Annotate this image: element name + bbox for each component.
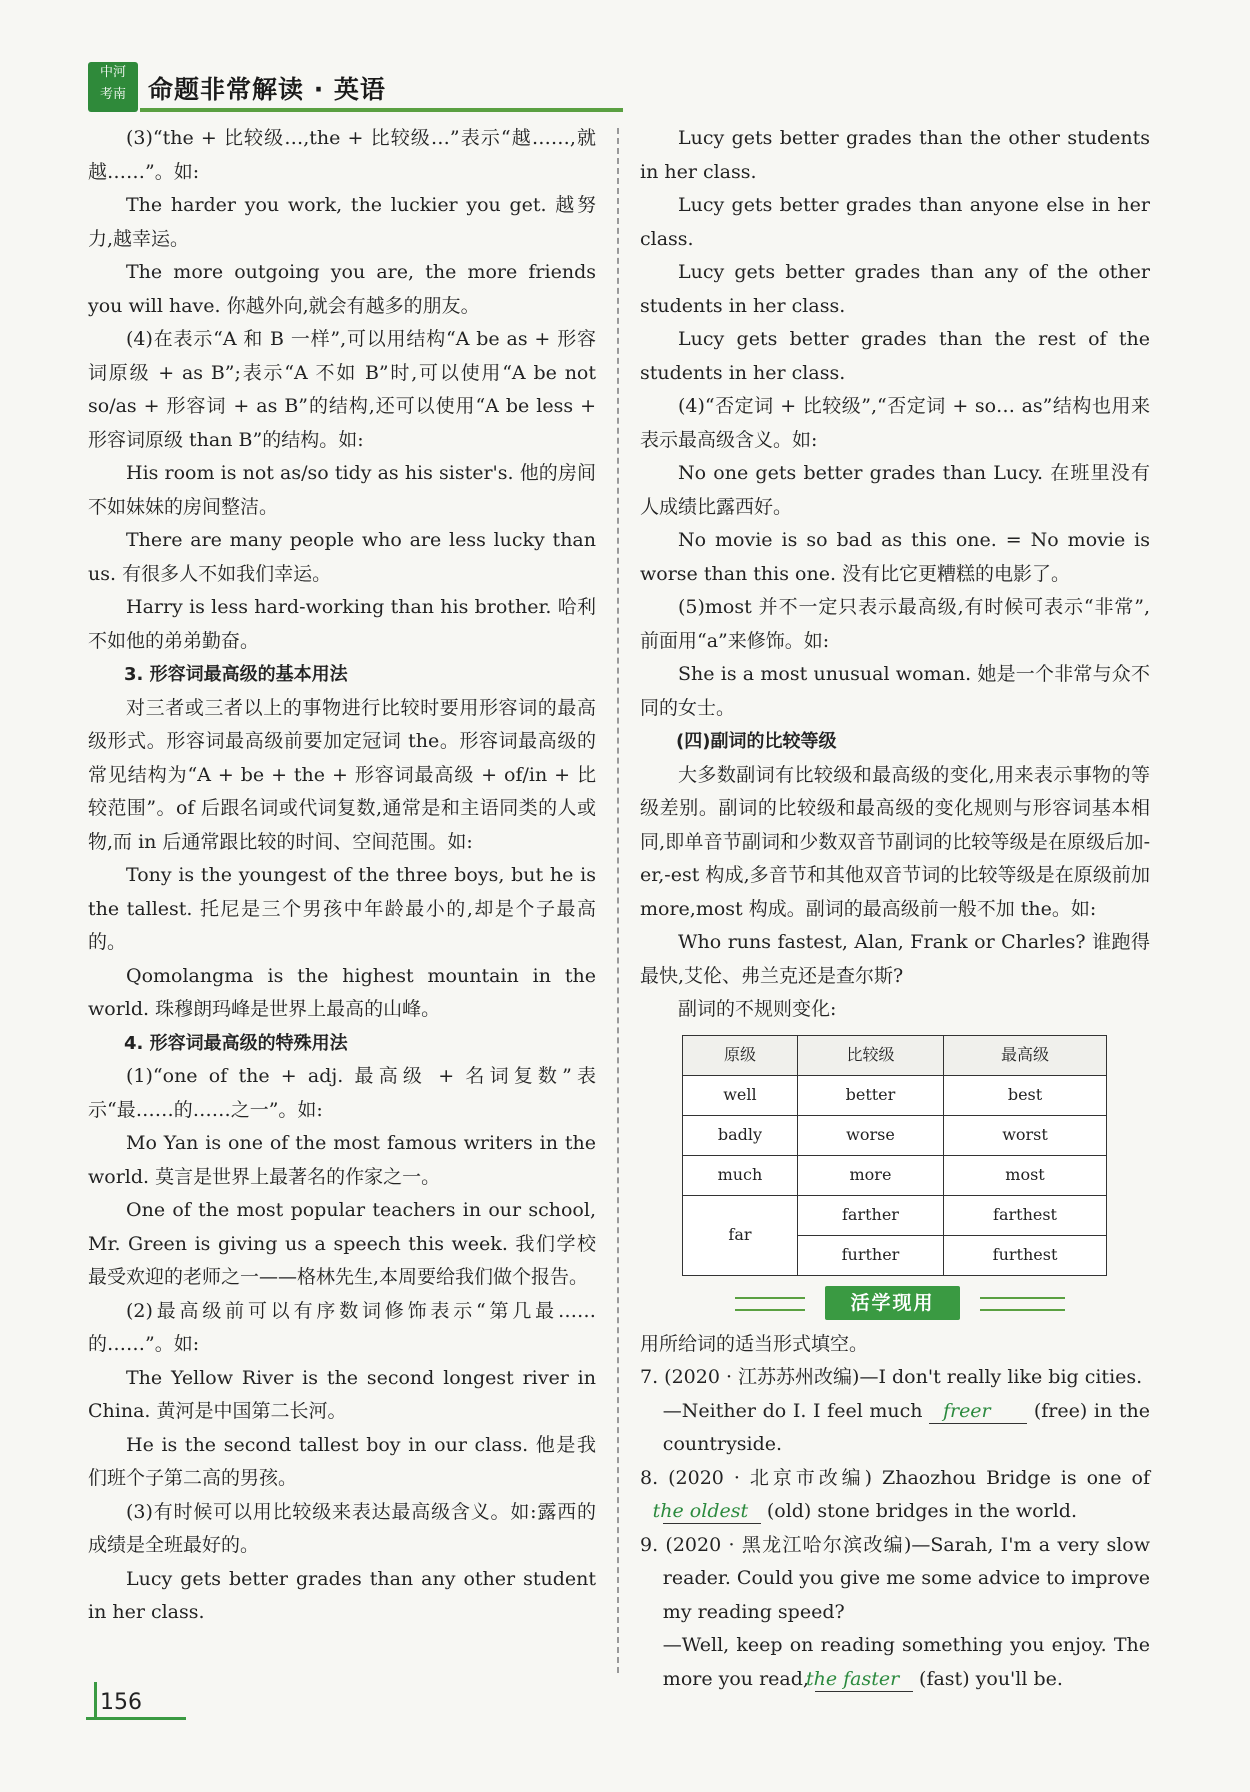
example: Lucy gets better grades than anyone else in her class. bbox=[640, 194, 1150, 250]
paragraph: (2)最高级前可以有序数词修饰表示“第几最……的……”。如: bbox=[88, 1299, 596, 1355]
table-cell: farthest bbox=[944, 1195, 1107, 1235]
table-cell: much bbox=[683, 1155, 798, 1195]
table-row bbox=[683, 1195, 1107, 1235]
example: Mo Yan is one of the most famous writers in the world. 莫言是世界上最著名的作家之一。 bbox=[88, 1132, 596, 1188]
question-text: 8. (2020 · 北京市改编) Zhaozhou Bridge is one of bbox=[640, 1466, 1150, 1489]
question-text: 7. (2020 · 江苏苏州改编)—I don't really like big cities. bbox=[640, 1366, 1143, 1388]
paragraph: (5)most 并不一定只表示最高级,有时候可表示“非常”,前面用“a”来修饰。如: bbox=[640, 596, 1150, 652]
header-cell: 原级 bbox=[683, 1035, 798, 1075]
logo-line-1: 中河 bbox=[99, 65, 126, 80]
irregular-adverbs-table bbox=[682, 1035, 1107, 1276]
example: She is a most unusual woman. 她是一个非常与众不同的女士。 bbox=[640, 663, 1150, 719]
example: His room is not as/so tidy as his sister's. 他的房间不如妹妹的房间整洁。 bbox=[88, 462, 596, 518]
paragraph: (4)在表示“A 和 B 一样”,可以用结构“A be as + 形容词原级 + as B”;表示“A 不如 B”时,可以使用“A be not so/as + 形容词 + as B”的结构,还可以使用“A be less + 形容词原级 than B”的结构。如: bbox=[88, 328, 596, 451]
question-7 bbox=[640, 1361, 1150, 1462]
question-text: —Well, keep on reading something you enjoy. The more you read, bbox=[662, 1634, 1150, 1690]
answer-blank: freer bbox=[929, 1399, 1027, 1424]
paragraph: (4)“否定词 + 比较级”,“否定词 + so… as”结构也用来表示最高级含义。如: bbox=[640, 395, 1150, 451]
page-header bbox=[88, 62, 623, 114]
question-text: (free) in the countryside. bbox=[662, 1399, 1151, 1455]
example: One of the most popular teachers in our school, Mr. Green is giving us a speech this week. 我们学校最受欢迎的老师之一——格林先生,本周要给我们做个报告。 bbox=[88, 1199, 596, 1288]
header-cell: 最高级 bbox=[944, 1035, 1107, 1075]
table-cell: more bbox=[797, 1155, 943, 1195]
series-logo bbox=[88, 62, 138, 112]
answer-blank: the faster bbox=[815, 1667, 913, 1692]
table-row bbox=[683, 1075, 1107, 1115]
example: The harder you work, the luckier you get. 越努力,越幸运。 bbox=[88, 194, 596, 250]
right-column bbox=[640, 122, 1150, 1696]
page-number-rule bbox=[94, 1682, 97, 1718]
header-cell: 比较级 bbox=[797, 1035, 943, 1075]
table-header-row bbox=[683, 1035, 1107, 1075]
example: There are many people who are less lucky than us. 有很多人不如我们幸运。 bbox=[88, 529, 596, 585]
section-heading: 3. 形容词最高级的基本用法 bbox=[124, 664, 348, 685]
question-9 bbox=[640, 1529, 1150, 1697]
example: No one gets better grades than Lucy. 在班里没有人成绩比露西好。 bbox=[640, 462, 1150, 518]
table-cell: worst bbox=[944, 1115, 1107, 1155]
page-number-underline bbox=[86, 1717, 186, 1720]
table-cell: best bbox=[944, 1075, 1107, 1115]
section-heading: (四)副词的比较等级 bbox=[676, 731, 837, 752]
banner-rule-right bbox=[980, 1297, 1065, 1311]
practice-banner bbox=[640, 1284, 1150, 1326]
question-text: (fast) you'll be. bbox=[919, 1667, 1063, 1690]
paragraph: 副词的不规则变化: bbox=[678, 998, 837, 1020]
example: The Yellow River is the second longest river in China. 黄河是中国第二长河。 bbox=[88, 1366, 596, 1422]
table-cell: well bbox=[683, 1075, 798, 1115]
table-row bbox=[683, 1155, 1107, 1195]
example: Qomolangma is the highest mountain in the world. 珠穆朗玛峰是世界上最高的山峰。 bbox=[88, 964, 596, 1020]
example: Harry is less hard-working than his brother. 哈利不如他的弟弟勤奋。 bbox=[88, 596, 596, 652]
example: Lucy gets better grades than any other student in her class. bbox=[88, 1567, 596, 1623]
question-text: —Neither do I. I feel much bbox=[662, 1399, 923, 1422]
table-cell: worse bbox=[797, 1115, 943, 1155]
question-text: 9. (2020 · 黑龙江哈尔滨改编)—Sarah, I'm a very slow reader. Could you give me some advice to improve my reading speed? bbox=[640, 1533, 1151, 1623]
answer-blank: the oldest bbox=[663, 1499, 761, 1524]
paragraph: (1)“one of the + adj. 最高级 + 名词复数”表示“最……的……之一”。如: bbox=[88, 1065, 596, 1121]
table-cell: better bbox=[797, 1075, 943, 1115]
page-number: 156 bbox=[100, 1690, 142, 1715]
section-heading: 4. 形容词最高级的特殊用法 bbox=[124, 1032, 348, 1054]
exercise-instruction: 用所给词的适当形式填空。 bbox=[640, 1332, 869, 1355]
table-cell: farther bbox=[797, 1195, 943, 1235]
table-cell: badly bbox=[683, 1115, 798, 1155]
example: Lucy gets better grades than any of the other students in her class. bbox=[640, 261, 1150, 317]
question-8 bbox=[640, 1462, 1150, 1529]
paragraph: 对三者或三者以上的事物进行比较时要用形容词的最高级形式。形容词最高级前要加定冠词 the。形容词最高级的常见结构为“A + be + the + 形容词最高级 + of/in + 比较范围”。of 后跟名词或代词复数,通常是和主语同类的人或物,而 in 后通常跟比较的时间、空间范围。如: bbox=[88, 696, 596, 853]
book-title: 命题非常解读 · 英语 bbox=[148, 75, 386, 104]
table-cell: most bbox=[944, 1155, 1107, 1195]
table-cell: furthest bbox=[944, 1235, 1107, 1275]
example: The more outgoing you are, the more friends you will have. 你越外向,就会有越多的朋友。 bbox=[88, 261, 596, 317]
example: He is the second tallest boy in our class. 他是我们班个子第二高的男孩。 bbox=[88, 1433, 596, 1489]
banner-rule-left bbox=[735, 1297, 805, 1311]
example: No movie is so bad as this one. = No movie is worse than this one. 没有比它更糟糕的电影了。 bbox=[640, 529, 1150, 585]
example: Lucy gets better grades than the rest of the students in her class. bbox=[640, 328, 1150, 384]
table-cell: far bbox=[683, 1195, 798, 1275]
header-rule bbox=[140, 108, 623, 112]
table-cell: further bbox=[797, 1235, 943, 1275]
paragraph: 大多数副词有比较级和最高级的变化,用来表示事物的等级差别。副词的比较级和最高级的变化规则与形容词基本相同,即单音节副词和少数双音节副词的比较等级是在原级后加-er,-est 构成,多音节和其他双音节词的比较等级是在原级前加 more,most 构成。副词的最高级前一般不加 the。如: bbox=[640, 763, 1150, 920]
example: Lucy gets better grades than the other students in her class. bbox=[640, 127, 1150, 183]
banner-label: 活学现用 bbox=[825, 1286, 960, 1320]
paragraph: (3)有时候可以用比较级来表达最高级含义。如:露西的成绩是全班最好的。 bbox=[88, 1500, 596, 1556]
left-column bbox=[88, 122, 596, 1630]
table-row bbox=[683, 1115, 1107, 1155]
question-text: (old) stone bridges in the world. bbox=[766, 1500, 1077, 1522]
logo-line-2: 考南 bbox=[99, 87, 126, 102]
example: Who runs fastest, Alan, Frank or Charles? 谁跑得最快,艾伦、弗兰克还是查尔斯? bbox=[640, 931, 1150, 987]
paragraph: (3)“the + 比较级…,the + 比较级…”表示“越……,就越……”。如: bbox=[88, 127, 596, 183]
example: Tony is the youngest of the three boys, but he is the tallest. 托尼是三个男孩中年龄最小的,却是个子最高的。 bbox=[88, 864, 596, 953]
column-divider bbox=[617, 128, 619, 1673]
